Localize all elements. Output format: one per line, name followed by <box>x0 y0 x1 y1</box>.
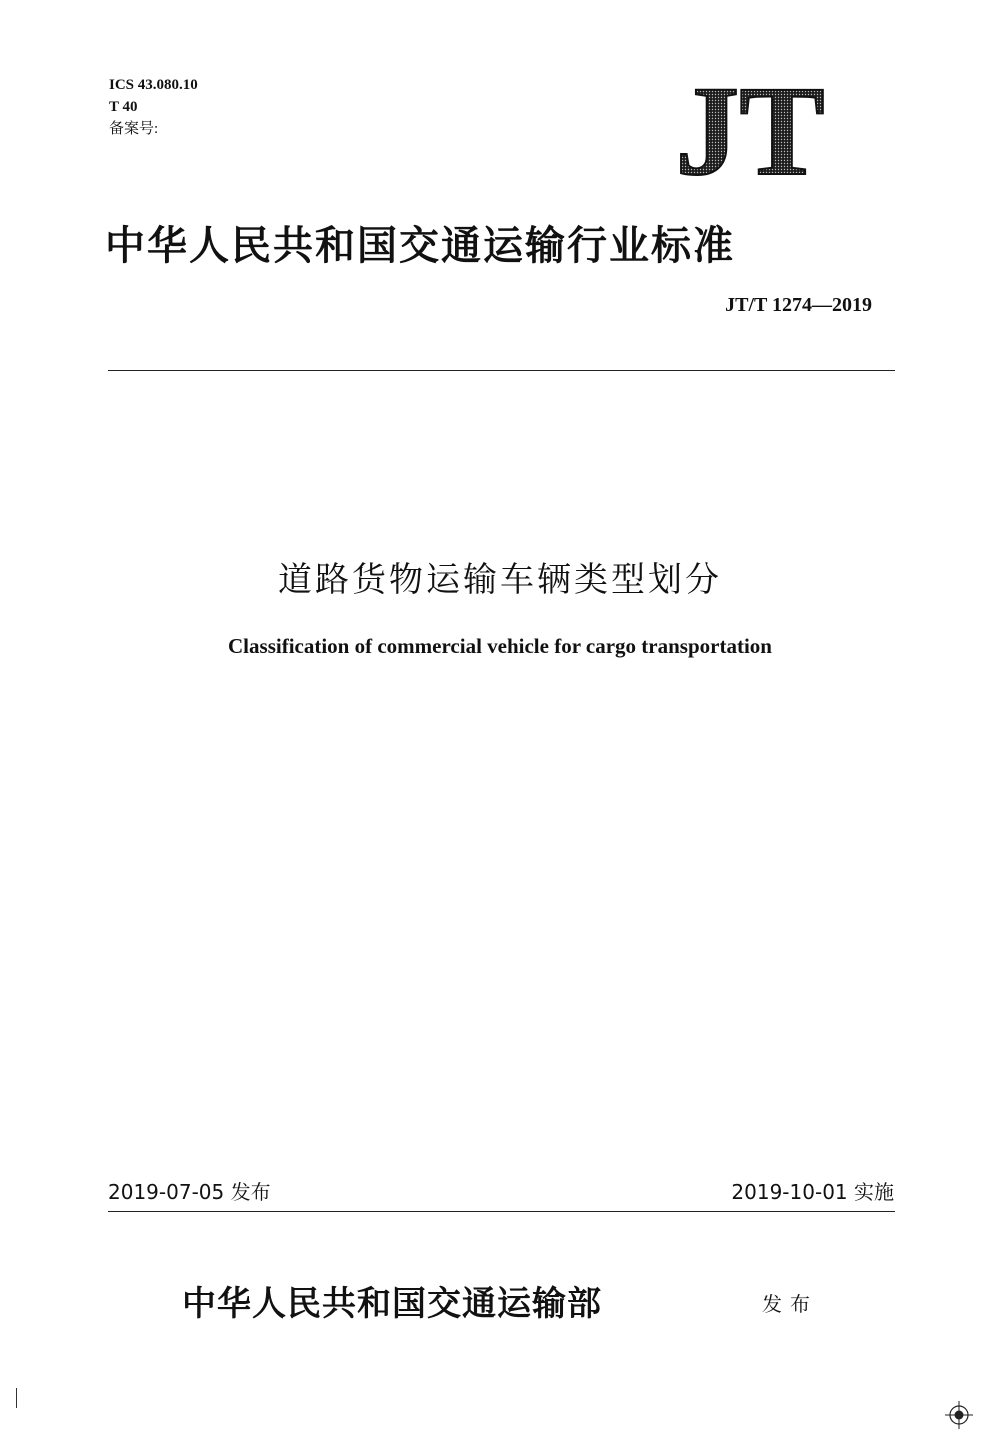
document-title-cn: 道路货物运输车辆类型划分 <box>278 560 722 600</box>
category-code: T 40 <box>109 99 138 115</box>
top-divider <box>108 370 895 371</box>
standard-number: JT/T 1274—2019 <box>725 294 872 316</box>
filing-number-label: 备案号: <box>109 121 159 137</box>
crop-mark <box>16 1388 17 1408</box>
document-title-en: Classification of commercial vehicle for cargo transportation <box>228 634 772 658</box>
logo-lettering: JT <box>675 84 825 180</box>
publisher-suffix: 发布 <box>762 1292 818 1316</box>
jt-logo-icon <box>654 84 846 180</box>
effective-date: 2019-10-01 实施 <box>731 1180 894 1204</box>
release-date: 2019-07-05 发布 <box>108 1180 271 1204</box>
classification-block <box>109 74 198 140</box>
bottom-divider <box>108 1211 895 1212</box>
publisher-name: 中华人民共和国交通运输部 <box>182 1284 602 1324</box>
registration-mark-icon <box>944 1400 974 1430</box>
ics-code: ICS 43.080.10 <box>109 77 198 93</box>
org-title: 中华人民共和国交通运输行业标准 <box>105 222 735 269</box>
